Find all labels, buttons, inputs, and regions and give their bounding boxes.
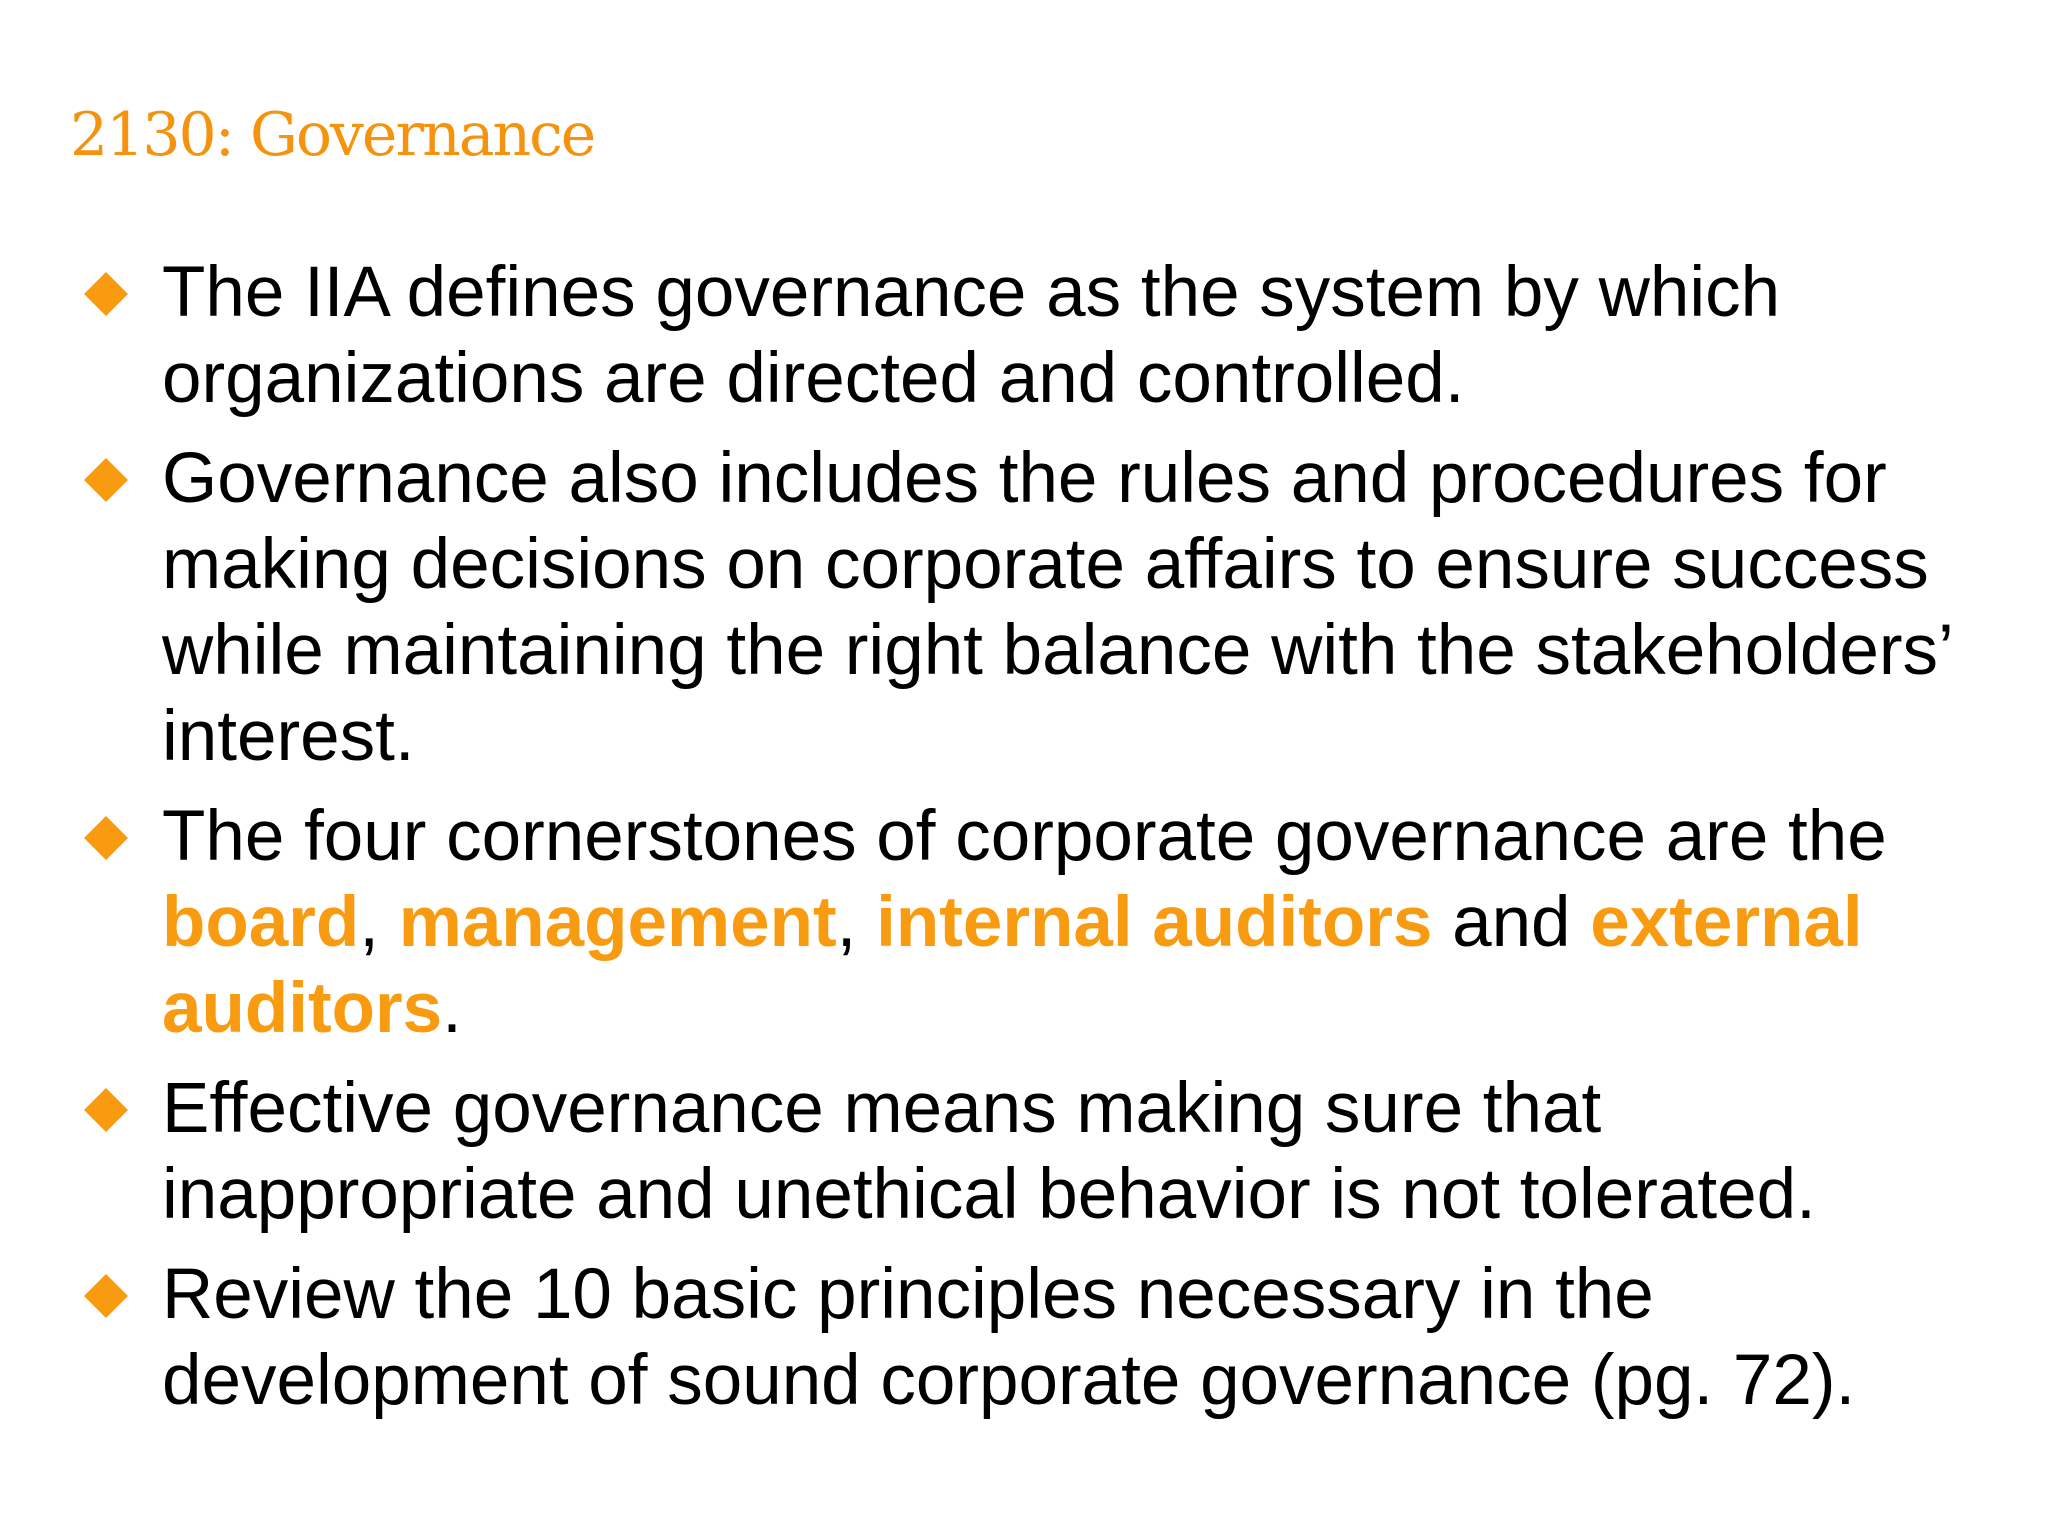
bullet-text: Effective governance means making sure that inappropriate and unethical behavior is not tolerated. — [162, 1069, 1816, 1234]
bullet-text: The IIA defines governance as the system by which organizations are directed and controlled. — [162, 253, 1781, 418]
diamond-bullet-icon — [84, 458, 128, 502]
slide-title: 2130: Governance — [70, 100, 595, 170]
bullet-text: Review the 10 basic principles necessary in the development of sound corporate governance (pg. 72). — [162, 1255, 1856, 1420]
separator: , — [359, 883, 399, 962]
bullet-text: Governance also includes the rules and procedures for making decisions on corporate affairs to ensure success while maintaining the right balance with the stakeholders’ interest. — [162, 439, 1952, 776]
diamond-bullet-icon — [84, 816, 128, 860]
highlight-term-internal-auditors: internal auditors — [876, 883, 1433, 962]
bullet-list — [76, 250, 1996, 1438]
bullet-item — [76, 1252, 1996, 1424]
bullet-text: The four cornerstones of corporate governance are the — [162, 797, 1887, 876]
bullet-item — [76, 1066, 1996, 1238]
highlight-term-management: management — [398, 883, 837, 962]
bullet-item — [76, 436, 1996, 780]
bullet-end: . — [442, 969, 462, 1048]
highlight-term-board: board — [162, 883, 360, 962]
bullet-item — [76, 250, 1996, 422]
separator: and — [1432, 883, 1591, 962]
diamond-bullet-icon — [84, 272, 128, 316]
highlight-term-external-auditors: external auditors — [162, 883, 1863, 1048]
diamond-bullet-icon — [84, 1274, 128, 1318]
diamond-bullet-icon — [84, 1088, 128, 1132]
separator: , — [836, 883, 877, 962]
bullet-item — [76, 794, 1996, 1052]
